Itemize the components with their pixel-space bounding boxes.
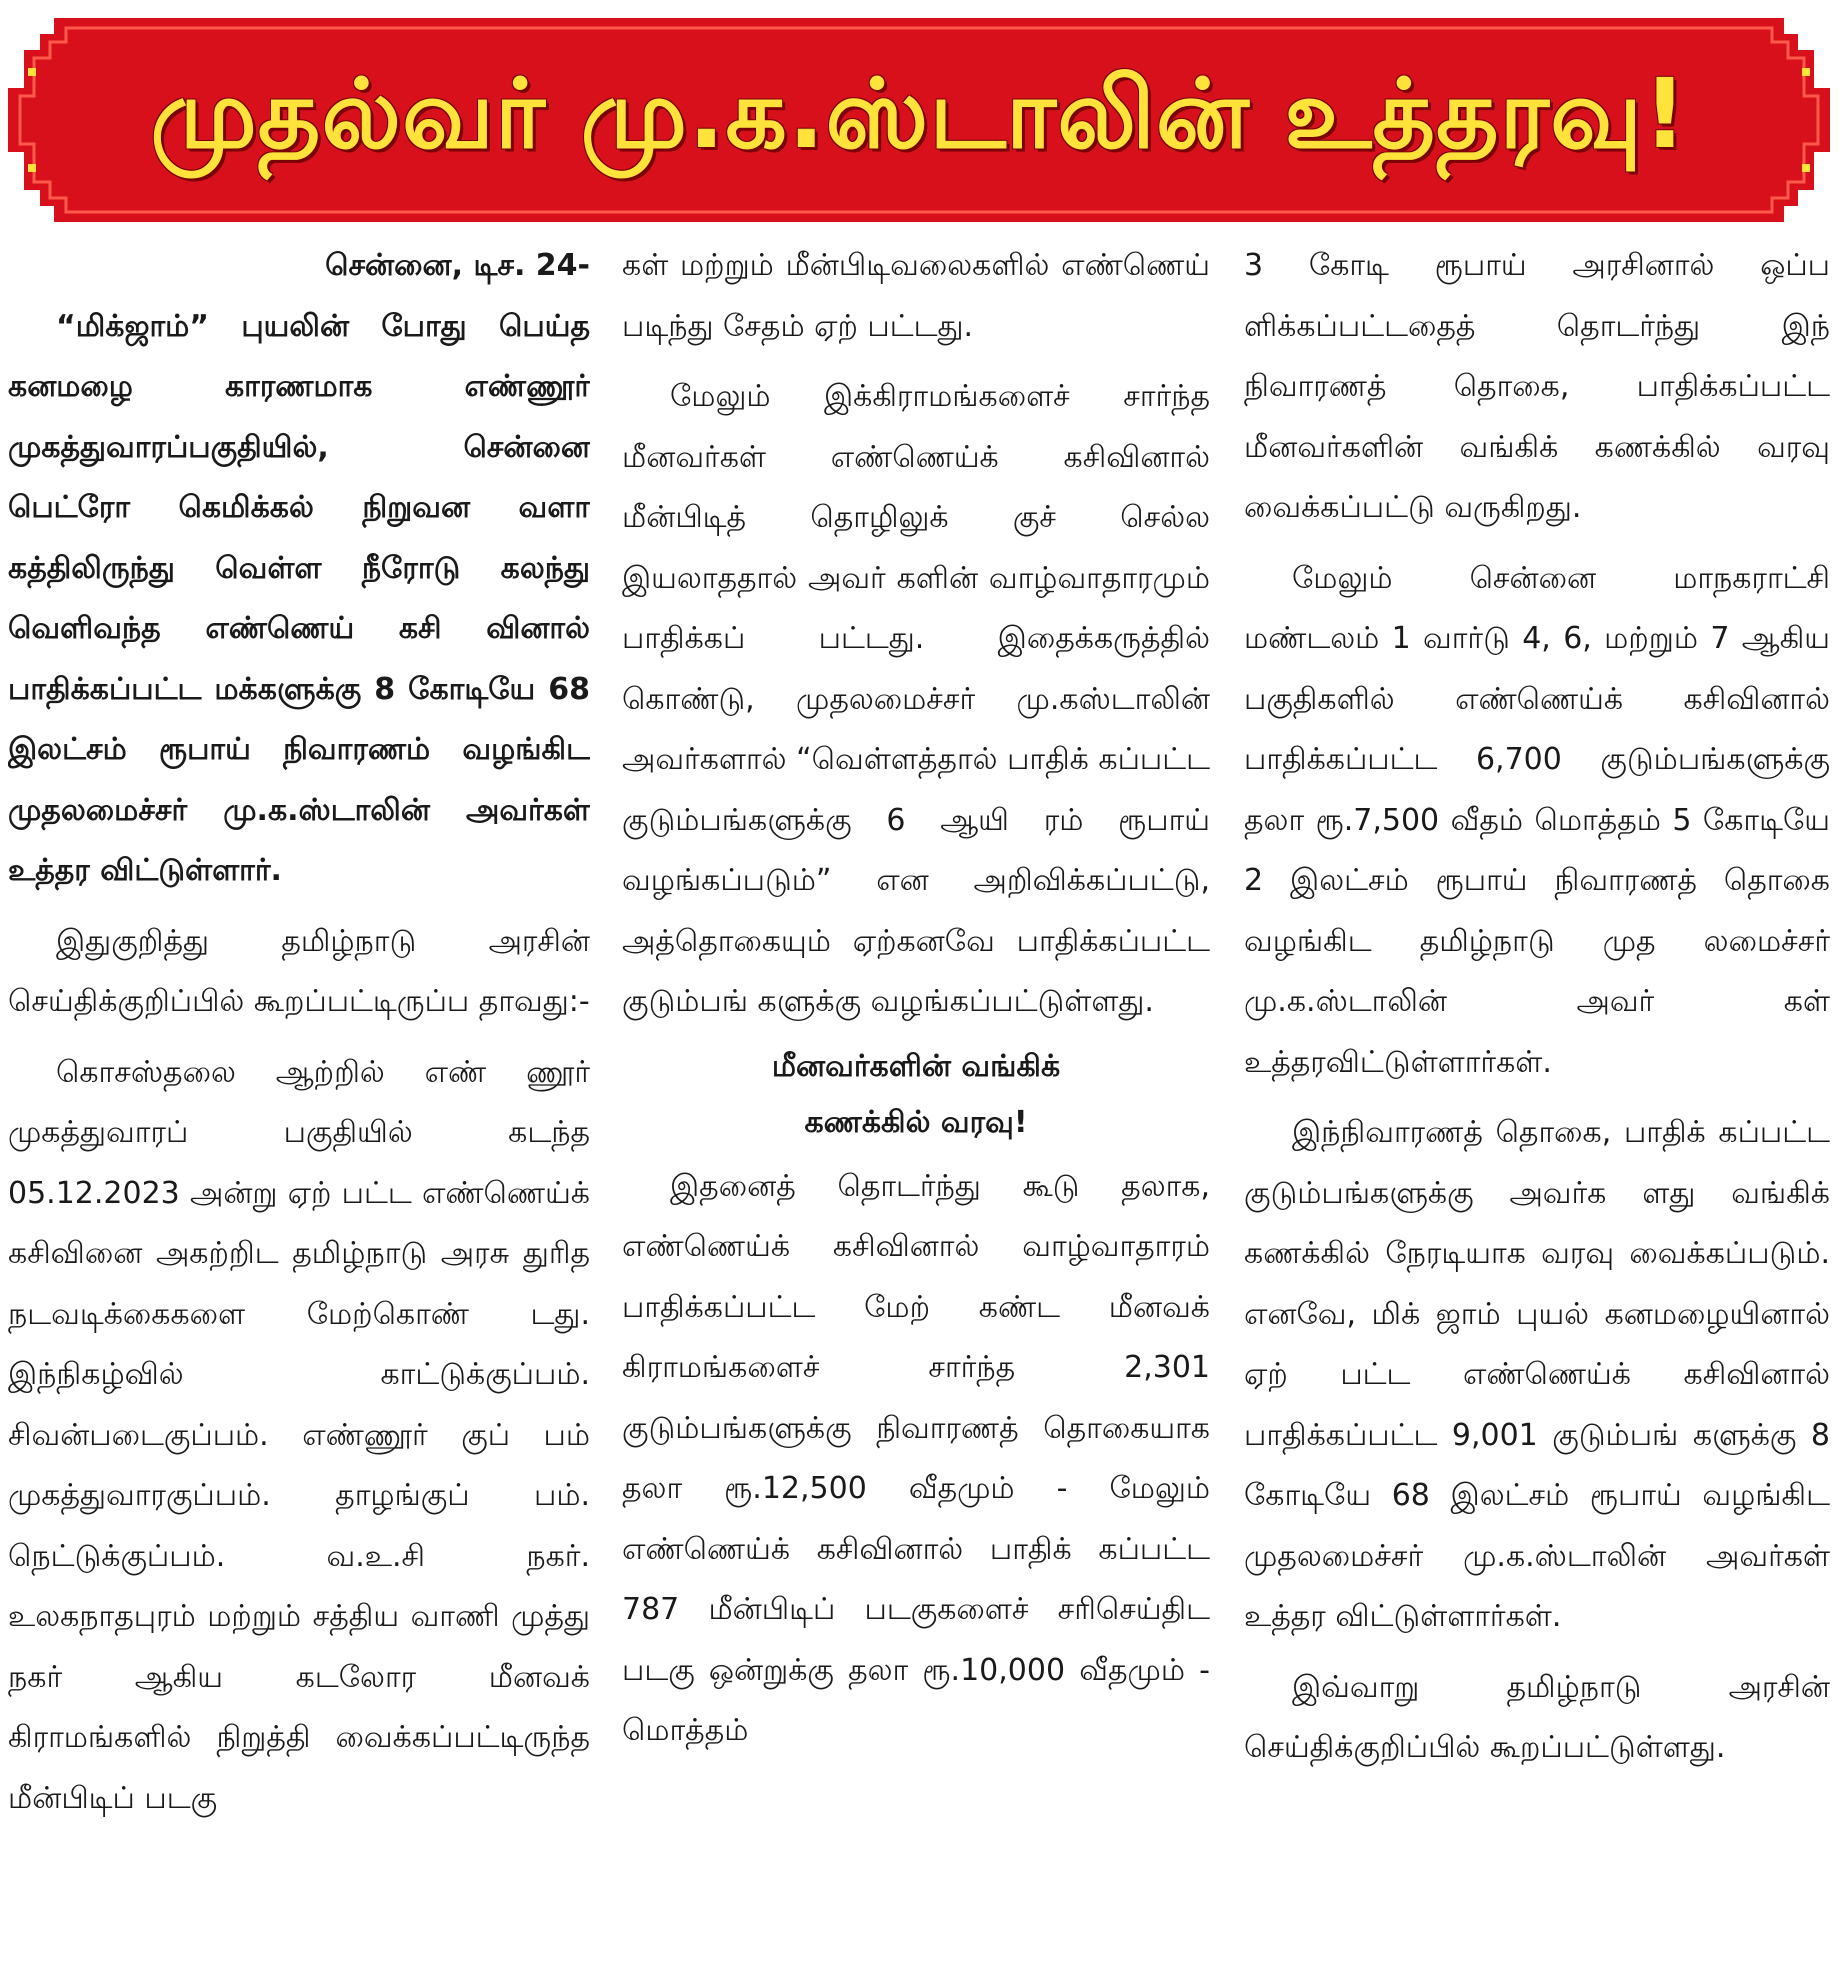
ornament-left-top bbox=[28, 68, 36, 76]
paragraph: இவ்வாறு தமிழ்நாடு அரசின் செய்திக்குறிப்பில் கூறப்பட்டுள்ளது. bbox=[1244, 1669, 1830, 1765]
article-column-3 bbox=[1244, 236, 1830, 1962]
paragraph: கள் மற்றும் மீன்பிடிவலைகளில் எண்ணெய் படிந்து சேதம் ஏற் பட்டது. bbox=[622, 248, 1210, 344]
subheading bbox=[622, 1039, 1210, 1151]
ornament-left-bottom bbox=[28, 164, 36, 172]
paragraph: இந்நிவாரணத் தொகை, பாதிக் கப்பட்ட குடும்பங்களுக்கு அவர்க ளது வங்கிக் கணக்கில் நேரடியாக வரவு வைக்கப்படும். எனவே, மிக் ஜாம் புயல் கனமழையினால் ஏற் பட்ட எண்ணெய்க் கசிவினால் பாதிக்கப்பட்ட 9,001 குடும்பங் களுக்கு 8 கோடியே 68 இலட்சம் ரூபாய் வழங்கிட முதலமைச்சர் மு.க.ஸ்டாலின் அவர்கள் உத்தர விட்டுள்ளார்கள். bbox=[1244, 1115, 1830, 1634]
ornament-right-bottom bbox=[1802, 164, 1810, 172]
subheading-line-2: கணக்கில் வரவு! bbox=[804, 1104, 1028, 1140]
paragraph: 3 கோடி ரூபாய் அரசினால் ஒப்ப ளிக்கப்பட்டதைத் தொடர்ந்து இந் நிவாரணத் தொகை, பாதிக்கப்பட்ட மீனவர்களின் வங்கிக் கணக்கில் வரவு வைக்கப்பட்டு வருகிறது. bbox=[1244, 248, 1830, 525]
headline-title: முதல்வர் மு.க.ஸ்டாலின் உத்தரவு! bbox=[150, 57, 1688, 170]
paragraph: இதனைத் தொடர்ந்து கூடு தலாக, எண்ணெய்க் கசிவினால் வாழ்வாதாரம் பாதிக்கப்பட்ட மேற் கண்ட மீனவக் கிராமங்களைச் சார்ந்த 2,301 குடும்பங்களுக்கு நிவாரணத் தொகையாக தலா ரூ.12,500 வீதமும் - மேலும் எண்ணெய்க் கசிவினால் பாதிக் கப்பட்ட 787 மீன்பிடிப் படகுகளைச் சரிசெய்திட படகு ஒன்றுக்கு தலா ரூ.10,000 வீதமும் - மொத்தம் bbox=[622, 1168, 1210, 1748]
ornament-right-top bbox=[1802, 68, 1810, 76]
lead-paragraph: “மிக்ஜாம்” புயலின் போது பெய்த கனமழை காரணமாக எண்ணூர் முகத்துவாரப்பகுதியில், சென்னை பெட்ரோ கெமிக்கல் நிறுவன வளா கத்திலிருந்து வெள்ள நீரோடு கலந்து வெளிவந்த எண்ணெய் கசி வினால் பாதிக்கப்பட்ட மக்களுக்கு 8 கோடியே 68 இலட்சம் ரூபாய் நிவாரணம் வழங்கிட முதலமைச்சர் மு.க.ஸ்டாலின் அவர்கள் உத்தர விட்டுள்ளார். bbox=[8, 308, 590, 888]
article-column-1 bbox=[8, 236, 590, 1962]
paragraph: மேலும் சென்னை மாநகராட்சி மண்டலம் 1 வார்டு 4, 6, மற்றும் 7 ஆகிய பகுதிகளில் எண்ணெய்க் கசிவினால் பாதிக்கப்பட்ட 6,700 குடும்பங்களுக்கு தலா ரூ.7,500 வீதம் மொத்தம் 5 கோடியே 2 இலட்சம் ரூபாய் நிவாரணத் தொகை வழங்கிட தமிழ்நாடு முத லமைச்சர் மு.க.ஸ்டாலின் அவர் கள் உத்தரவிட்டுள்ளார்கள். bbox=[1244, 560, 1830, 1080]
paragraph: கொசஸ்தலை ஆற்றில் எண் ணூர் முகத்துவாரப் பகுதியில் கடந்த 05.12.2023 அன்று ஏற் பட்ட எண்ணெய்க் கசிவினை அகற்றிட தமிழ்நாடு அரசு துரித நடவடிக்கைகளை மேற்கொண் டது. இந்நிகழ்வில் காட்டுக்குப்பம். சிவன்படைகுப்பம். எண்ணூர் குப் பம் முகத்துவாரகுப்பம். தாழங்குப் பம். நெட்டுக்குப்பம். வ.உ.சி நகர். உலகநாதபுரம் மற்றும் சத்திய வாணி முத்து நகர் ஆகிய கடலோர மீனவக் கிராமங்களில் நிறுத்தி வைக்கப்பட்டிருந்த மீன்பிடிப் படகு bbox=[8, 1054, 590, 1816]
dateline: சென்னை, டிச. 24- bbox=[325, 248, 590, 283]
headline-banner bbox=[8, 18, 1830, 222]
article-column-2 bbox=[622, 236, 1210, 1962]
paragraph: மேலும் இக்கிராமங்களைச் சார்ந்த மீனவர்கள் எண்ணெய்க் கசிவினால் மீன்பிடித் தொழிலுக் குச் செல்ல இயலாததால் அவர் களின் வாழ்வாதாரமும் பாதிக்கப் பட்டது. இதைக்கருத்தில் கொண்டு, முதலமைச்சர் மு.கஸ்டாலின் அவர்களால் “வெள்ளத்தால் பாதிக் கப்பட்ட குடும்பங்களுக்கு 6 ஆயி ரம் ரூபாய் வழங்கப்படும்” என அறிவிக்கப்பட்டு, அத்தொகையும் ஏற்கனவே பாதிக்கப்பட்ட குடும்பங் களுக்கு வழங்கப்பட்டுள்ளது. bbox=[622, 379, 1210, 1019]
subheading-line-1: மீனவர்களின் வங்கிக் bbox=[771, 1048, 1061, 1084]
paragraph: இதுகுறித்து தமிழ்நாடு அரசின் செய்திக்குறிப்பில் கூறப்பட்டிருப்ப தாவது:- bbox=[8, 923, 590, 1019]
